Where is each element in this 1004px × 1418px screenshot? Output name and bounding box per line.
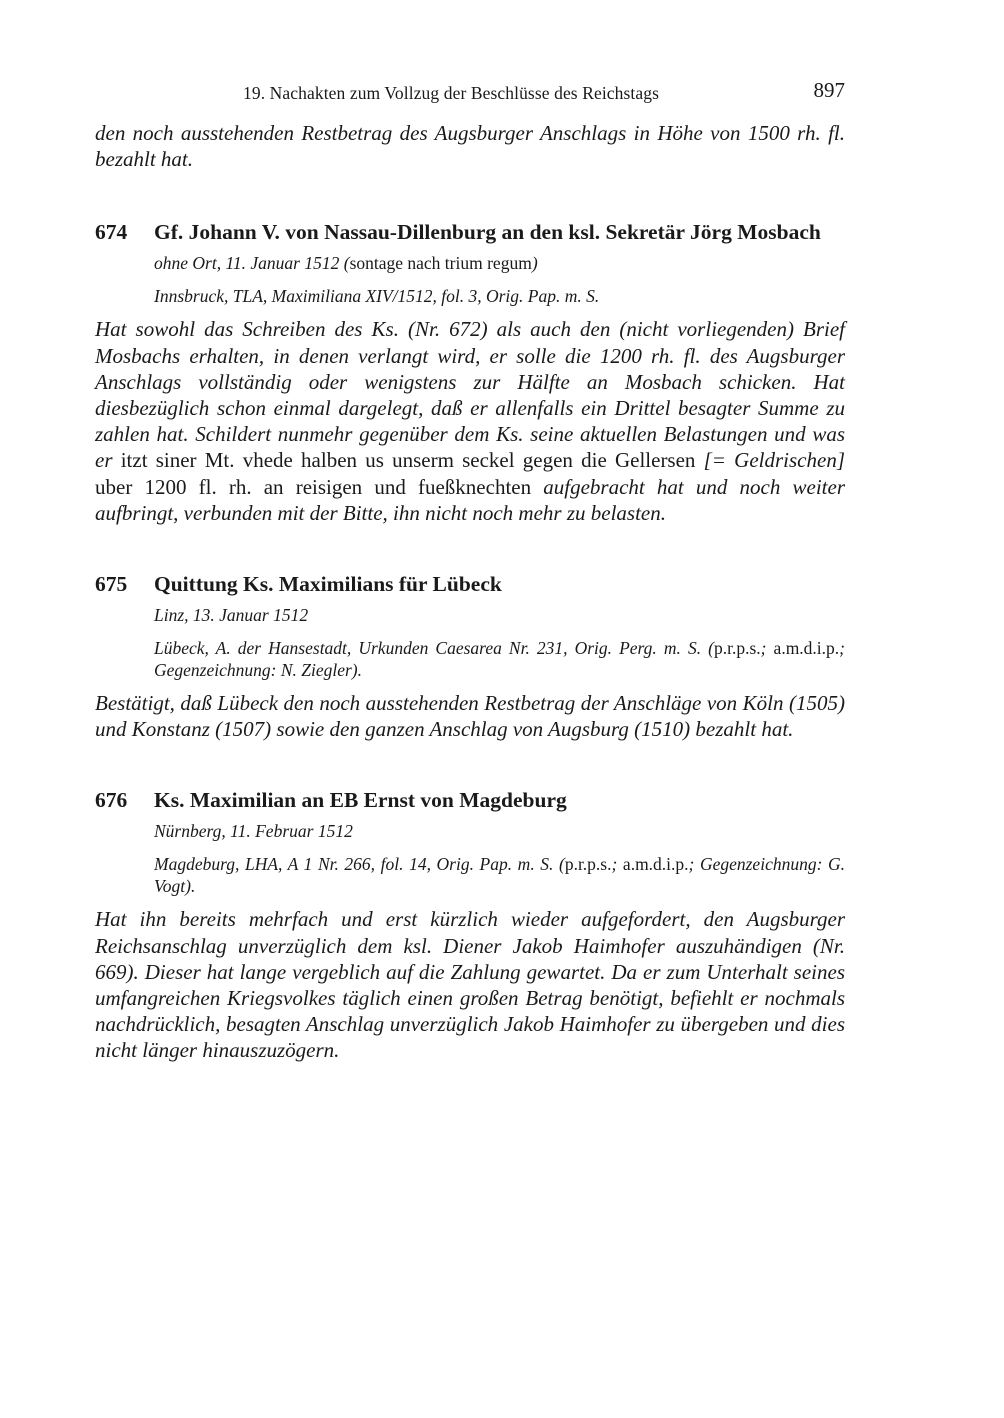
summary-editorial: [= Geldrischen]	[695, 448, 845, 473]
entry-heading	[95, 570, 845, 598]
entry-date	[154, 252, 845, 274]
entry-title: Gf. Johann V. von Nassau-Dillenburg an den ksl. Sekretär Jörg Mosbach	[154, 220, 821, 245]
entry-title: Ks. Maximilian an EB Ernst von Magdeburg	[154, 788, 567, 813]
source-text: ; Gegenzeichnung: G. Vogt).	[154, 854, 846, 897]
intro-paragraph: den noch ausstehenden Restbetrag des Augsburger Anschlags in Höhe von 1500 rh. fl. bezahlt hat.	[95, 121, 845, 172]
entry-source	[154, 853, 845, 897]
source-text: ; Gegenzeichnung: N. Ziegler).	[154, 638, 845, 681]
entry-number: 674	[95, 220, 128, 245]
summary-quote: itzt siner Mt. vhede halben us unserm seckel gegen die Gellersen	[120, 448, 696, 473]
source-formula: p.r.p.s.	[713, 638, 761, 659]
entry-summary: Bestätigt, daß Lübeck den noch ausstehenden Restbetrag der Anschläge von Köln (1505) und Konstanz (1507) sowie den ganzen Anschlag von Augsburg (1510) bezahlt hat.	[95, 691, 845, 742]
summary-text: Hat sowohl das Schreiben des Ks. (Nr. 672) als auch den (nicht vorliegenden) Brief Mosbachs erhalten, in denen verlangt wird, er solle die 1200 rh. fl. des Augsburger Anschlags vollständig oder wenigstens zur Hälfte an Mosbach schicken. Hat diesbezüglich schon einmal dargelegt, daß er allenfalls ein Drittel besagter Summe zu zahlen hat. Schildert nunmehr gegenüber dem Ks. seine aktuellen Belastungen und was er	[95, 317, 845, 473]
document-page	[95, 76, 845, 1064]
source-sep: ;	[611, 854, 623, 875]
entry-title: Quittung Ks. Maximilians für Lübeck	[154, 572, 502, 597]
entry-676	[95, 786, 845, 1063]
date-text: Linz, 13. Januar 1512	[154, 605, 309, 626]
entry-heading	[95, 786, 845, 814]
page-number: 897	[813, 78, 845, 102]
date-text: Nürnberg, 11. Februar 1512	[154, 821, 353, 842]
entry-number: 675	[95, 572, 128, 597]
entry-source	[154, 285, 845, 307]
entry-summary	[95, 316, 845, 526]
entry-date	[154, 604, 845, 626]
source-formula: a.m.d.i.p.	[773, 638, 840, 659]
summary-quote: uber 1200 fl. rh. an reisigen und fueßknechten	[95, 474, 532, 499]
source-formula: p.r.p.s.	[564, 854, 612, 875]
entry-source	[154, 637, 845, 681]
source-text: Magdeburg, LHA, A 1 Nr. 266, fol. 14, Orig. Pap. m. S. (	[154, 854, 565, 875]
date-text: ohne Ort, 11. Januar 1512 (	[154, 253, 350, 274]
date-quote: sontage nach trium regum	[349, 253, 532, 274]
entry-heading	[95, 218, 845, 246]
entry-summary: Hat ihn bereits mehrfach und erst kürzlich wieder aufgefordert, den Augsburger Reichsanschlag unverzüglich dem ksl. Diener Jakob Haimhofer auszuhändigen (Nr. 669). Dieser hat lange vergeblich auf die Zahlung gewartet. Da er zum Unterhalt seines umfangreichen Kriegsvolkes täglich einen großen Betrag benötigt, befiehlt er nochmals nachdrücklich, besagten Anschlag unverzüglich Jakob Haimhofer zu übergeben und dies nicht länger hinauszuzögern.	[95, 907, 845, 1063]
source-text: Lübeck, A. der Hansestadt, Urkunden Caesarea Nr. 231, Orig. Perg. m. S. (	[154, 638, 714, 659]
running-header	[95, 76, 845, 112]
entry-date	[154, 820, 845, 842]
entry-number: 676	[95, 788, 128, 813]
running-title: 19. Nachakten zum Vollzug der Beschlüsse des Reichstags	[243, 83, 660, 103]
date-close: )	[531, 253, 538, 274]
source-sep: ;	[760, 638, 774, 659]
summary-text: aufgebracht hat und noch weiter aufbringt, verbunden mit der Bitte, ihn nicht noch mehr zu belasten.	[95, 474, 845, 525]
entry-675	[95, 570, 845, 742]
entry-674	[95, 218, 845, 526]
source-formula: a.m.d.i.p.	[622, 854, 689, 875]
source-text: Innsbruck, TLA, Maximiliana XIV/1512, fol. 3, Orig. Pap. m. S.	[154, 286, 600, 307]
